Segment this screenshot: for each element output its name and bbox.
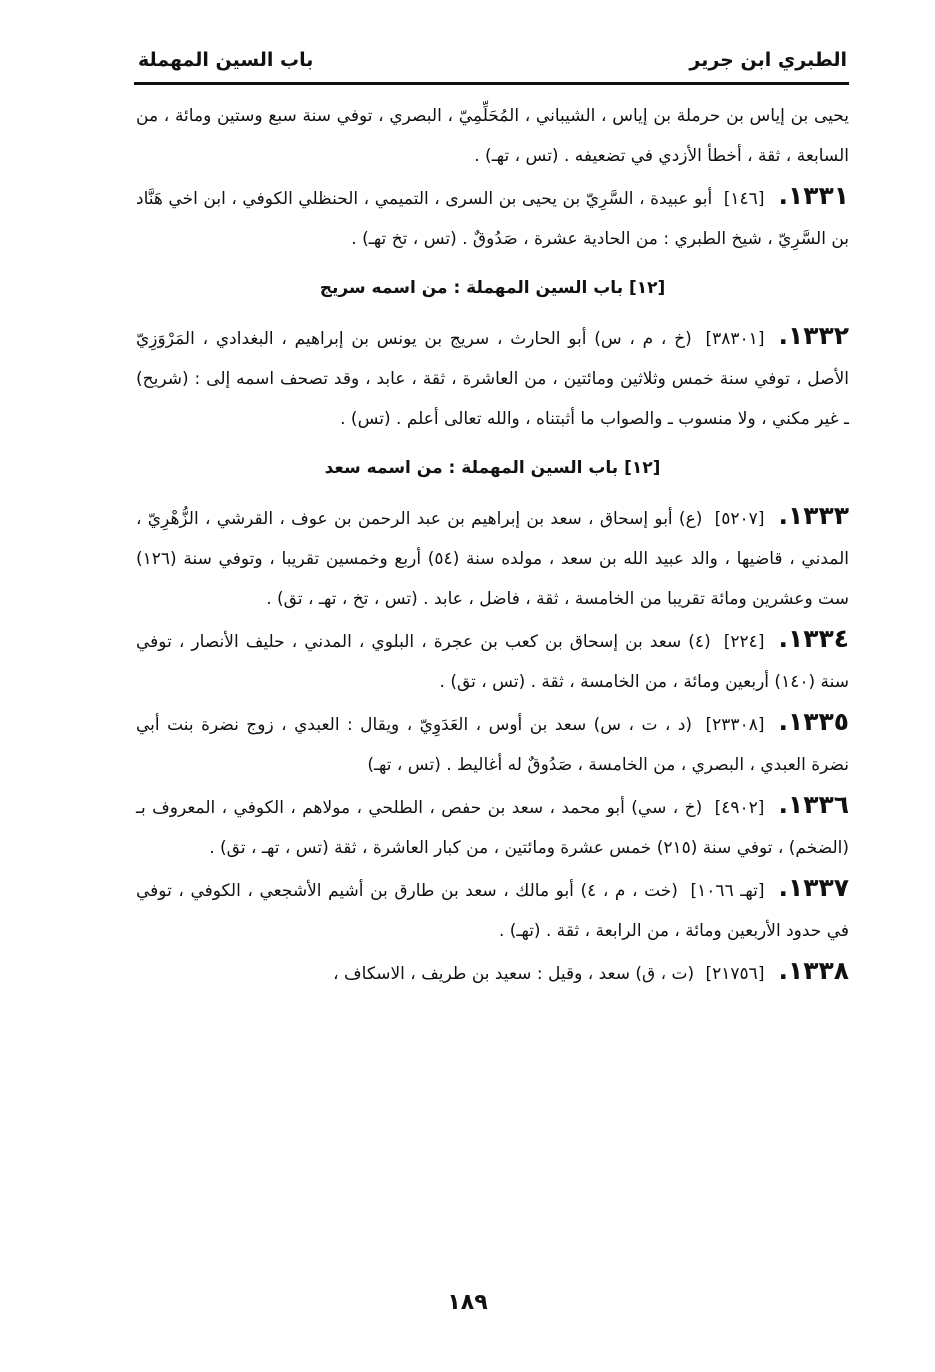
entry-text: (د ، ت ، س) سعد بن أوس ، العَدَوِيّ ، ويقال : العبدي ، زوج نضرة بنت أبي نضرة العبدي ، البصري ، من الخامسة ، صَدُوقٌ له أغاليط . (تس ، تهـ) [136,715,849,775]
entry-number: ١٣٣٥. [778,707,850,736]
entry-reference: [٣٨٣٠١] [705,329,765,349]
entry-reference: [٤٩٠٢] [714,798,765,818]
entry-reference: [٥٢٠٧] [714,509,765,529]
entry-reference: [تهـ ١٠٦٦] [690,881,765,901]
entry-text: أبو عبيدة ، السَّرِيّ بن يحيى بن السرى ، التميمي ، الحنظلي الكوفي ، ابن اخي هَنَّاد بن السَّرِيّ ، شيخ الطبري : من الحادية عشرة ، صَدُوقٌ . (تس ، تخ تهـ) . [136,189,849,249]
entry-number: ١٣٣٧. [778,873,850,902]
page-body [136,96,849,994]
entry-1337 [136,868,849,951]
entry-1331 [136,176,849,259]
page-number: ١٨٩ [447,1290,488,1315]
entry-text: (٤) سعد بن إسحاق بن كعب بن عجرة ، البلوي ، المدني ، حليف الأنصار ، توفي سنة (١٤٠) أربعين ومائة ، من الخامسة ، ثقة . (تس ، تق) . [136,632,849,692]
section-heading-saad: [١٢] باب السين المهملة : من اسمه سعد [324,458,661,478]
entry-reference: [٢٢٤] [723,632,765,652]
header-chapter-title: باب السين المهملة [138,49,314,71]
entry-number: ١٣٣٢. [778,321,849,350]
entry-text: (خ ، سي) أبو محمد ، سعد بن حفص ، الطلحي ، مولاهم ، الكوفي ، المعروف بـ (الضخم) ، توفي سنة (٢١٥) خمس عشرة ومائتين ، من كبار العاشرة ، ثقة (تس ، تهـ ، تق) . [136,798,849,858]
entry-1332 [136,316,849,439]
entry-reference: [١٤٦] [723,189,765,209]
entry-reference: [٢٣٣٠٨] [705,715,765,735]
entry-number: ١٣٣٦. [778,790,849,819]
entry-text: (ت ، ق) سعد ، وقيل : سعيد بن طريف ، الاسكاف ، [333,964,695,984]
entry-1338 [136,951,849,994]
entry-1333 [136,496,849,619]
header-divider [134,82,849,85]
entry-1336 [136,785,849,868]
entry-text: (خت ، م ، ٤) أبو مالك ، سعد بن طارق بن أشيم الأشجعي ، الكوفي ، توفي في حدود الأربعين ومائة ، من الرابعة ، ثقة . (تهـ) . [136,881,849,941]
entry-number: ١٣٣٣. [778,501,849,530]
entry-text: (ع) أبو إسحاق ، سعد بن إبراهيم بن عبد الرحمن بن عوف ، القرشي ، الزُّهْرِيّ ، المدني ، قاضيها ، والد عبيد الله بن سعد ، مولده سنة (٥٤) أربع وخمسين تقريبا ، وتوفي سنة (١٢٦) ست وعشرين ومائة تقريبا من الخامسة ، ثقة ، فاضل ، عابد . (تس ، تخ ، تهـ ، تق) . [136,509,849,609]
entry-reference: [٢١٧٥٦] [705,964,765,984]
entry-1334 [136,619,849,702]
entry-number: ١٣٣٤. [778,624,849,653]
continuation-paragraph: يحيى بن إياس بن حرملة بن إياس ، الشيباني ، المُحَلِّمِيّ ، البصري ، توفي سنة سبع وستين ومائة ، من السابعة ، ثقة ، أخطأ الأزدي في تضعيفه . (تس ، تهـ) . [136,106,849,166]
header-book-title: الطبري ابن جرير [689,49,847,71]
entry-1335 [136,702,849,785]
entry-number: ١٣٣٨. [778,956,849,985]
section-heading-sarij: [١٢] باب السين المهملة : من اسمه سريج [319,278,666,298]
entry-text: (خ ، م ، س) أبو الحارث ، سريج بن يونس بن إبراهيم ، البغدادي ، المَرْوَزِيّ الأصل ، توفي سنة خمس وثلاثين ومائتين ، من العاشرة ، ثقة ، عابد ، وقد تصحف اسمه إلى : (شريح) ـ غير مكني ، ولا منسوب ـ والصواب ما أثبتناه ، والله تعالى أعلم . (تس) . [136,329,849,429]
entry-number: ١٣٣١. [778,181,850,210]
running-header [138,38,847,82]
